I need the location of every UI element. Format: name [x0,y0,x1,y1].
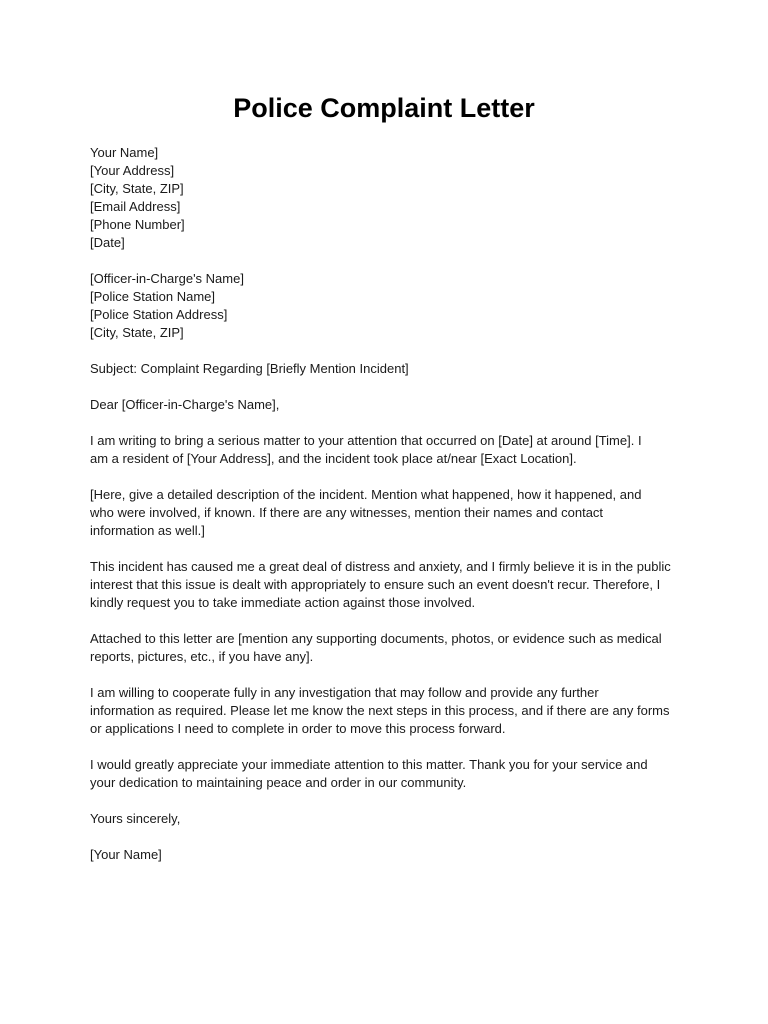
signature [90,846,680,864]
page-title: Police Complaint Letter [233,93,535,123]
paragraph-line: I am writing to bring a serious matter to your attention that occurred on [Date] at around [Time]. I [90,433,642,448]
sender-address: [Your Address] [90,163,175,178]
salutation [90,396,680,414]
paragraph-line: Attached to this letter are [mention any supporting documents, photos, or evidence such as medical [90,631,662,646]
sender-phone: [Phone Number] [90,217,185,232]
subject-text: Subject: Complaint Regarding [Briefly Mention Incident] [90,361,409,376]
paragraph-line: your dedication to maintaining peace and order in our community. [90,775,467,790]
paragraph-cooperation [90,684,680,738]
sender-date: [Date] [90,235,125,250]
sender-city-state-zip: [City, State, ZIP] [90,181,184,196]
recipient-station-address: [Police Station Address] [90,307,228,322]
paragraph-attachments [90,630,680,666]
recipient-city-state-zip: [City, State, ZIP] [90,325,184,340]
sender-email: [Email Address] [90,199,181,214]
signature-name: [Your Name] [90,847,162,862]
paragraph-appreciation [90,756,680,792]
paragraph-line: information as well.] [90,523,205,538]
sender-name: Your Name] [90,145,159,160]
closing-text: Yours sincerely, [90,811,181,826]
letter-body [90,144,680,882]
paragraph-line: [Here, give a detailed description of the incident. Mention what happened, how it happened, and [90,487,642,502]
paragraph-line: I am willing to cooperate fully in any investigation that may follow and provide any further [90,685,599,700]
paragraph-incident-description [90,486,680,540]
sender-block [90,144,680,252]
closing [90,810,680,828]
subject-line [90,360,680,378]
paragraph-line: who were involved, if known. If there are any witnesses, mention their names and contact [90,505,604,520]
paragraph-request-action [90,558,680,612]
paragraph-line: or applications I need to complete in order to move this process forward. [90,721,506,736]
paragraph-line: reports, pictures, etc., if you have any]. [90,649,314,664]
paragraph-line: am a resident of [Your Address], and the incident took place at/near [Exact Location]. [90,451,577,466]
recipient-officer: [Officer-in-Charge's Name] [90,271,244,286]
salutation-text: Dear [Officer-in-Charge's Name], [90,397,280,412]
paragraph-line: information as required. Please let me know the next steps in this process, and if there are any forms [90,703,670,718]
paragraph-incident-intro [90,432,680,468]
paragraph-line: kindly request you to take immediate action against those involved. [90,595,476,610]
paragraph-line: interest that this issue is dealt with appropriately to ensure such an event doesn't recur. Therefore, I [90,577,661,592]
paragraph-line: This incident has caused me a great deal of distress and anxiety, and I firmly believe it is in the public [90,559,671,574]
paragraph-line: I would greatly appreciate your immediate attention to this matter. Thank you for your service and [90,757,648,772]
recipient-block [90,270,680,342]
recipient-station-name: [Police Station Name] [90,289,216,304]
